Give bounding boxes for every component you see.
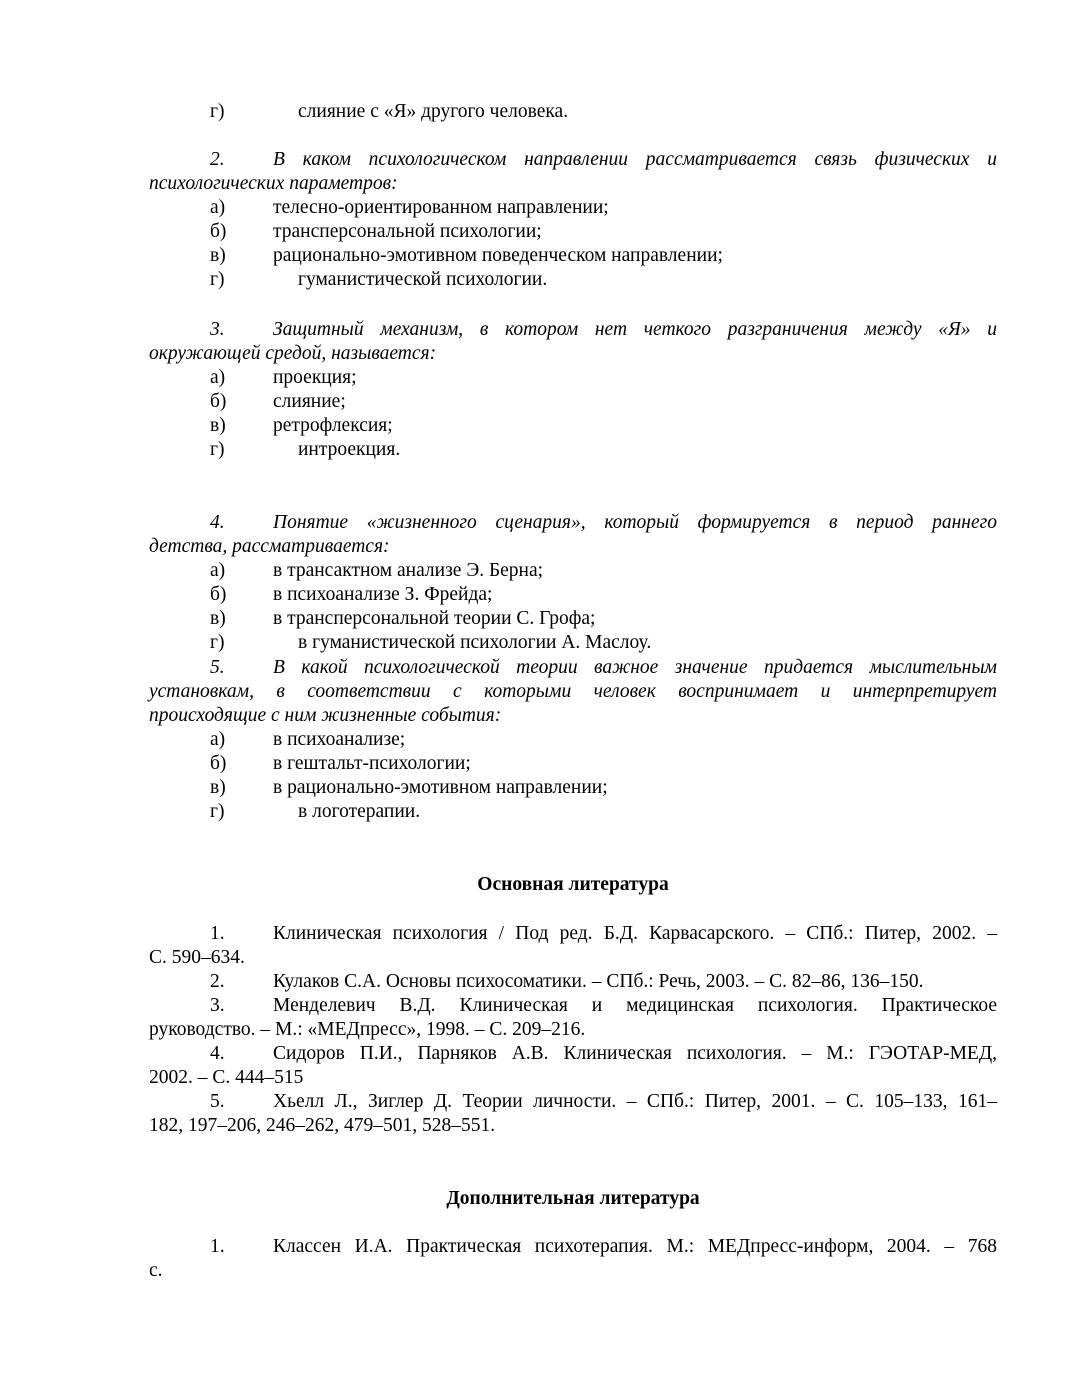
- option-marker: г): [210, 101, 225, 122]
- option-line: а) телесно-ориентированном направлении;: [210, 197, 609, 218]
- reference-number: 2.: [210, 971, 225, 992]
- option-line: в) рационально-эмотивном поведенческом направлении;: [210, 245, 723, 266]
- extra-literature-list: 1. Классен И.А. Практическая психотерапия. М.: МЕДпресс-информ, 2004. – 768 с.: [149, 1236, 997, 1281]
- option-line: а) в трансактном анализе Э. Берна;: [210, 560, 544, 581]
- section-heading: Дополнительная литература: [446, 1188, 700, 1209]
- option-line: г) гуманистической психологии.: [210, 269, 548, 290]
- option-line: б) в психоанализе З. Фрейда;: [210, 584, 493, 605]
- question-text-cont: установкам, в соответствии с которыми человек воспринимает и интерпретирует: [149, 681, 997, 702]
- question-3: [149, 318, 997, 462]
- option-line: б) в гештальт-психологии;: [210, 753, 471, 774]
- reference-item: Кулаков С.А. Основы психосоматики. – СПб.: Речь, 2003. – С. 82–86, 136–150.: [273, 971, 924, 992]
- question-text: 2. В каком психологическом направлении рассматривается связь физических и: [149, 148, 997, 172]
- main-literature-section: [149, 873, 997, 897]
- question-text: 5. В какой психологической теории важное значение придается мыслительным: [149, 656, 997, 680]
- question-5: [149, 656, 997, 824]
- question-text-cont: детства, рассматривается:: [149, 536, 390, 557]
- question-number: 4.: [210, 512, 225, 533]
- question-number: 5.: [210, 657, 225, 678]
- question-number: 3.: [210, 319, 225, 340]
- question-text-cont: происходящие с ним жизненные события:: [149, 705, 502, 726]
- option-line: а) проекция;: [210, 367, 357, 388]
- option-line: в) ретрофлексия;: [210, 415, 393, 436]
- reference-item: 5. Хьелл Л., Зиглер Д. Теории личности. – СПб.: Питер, 2001. – С. 105–133, 161–: [149, 1090, 997, 1114]
- question-text-cont: психологических параметров:: [149, 173, 398, 194]
- section-heading: Основная литература: [477, 874, 669, 895]
- reference-number: 1.: [210, 1236, 225, 1257]
- question-number: 2.: [210, 149, 225, 170]
- extra-literature-section: [149, 1187, 997, 1211]
- question-2: [149, 148, 997, 292]
- reference-number: 5.: [210, 1091, 225, 1112]
- option-text: слияние с «Я» другого человека.: [298, 101, 569, 122]
- reference-item: 4. Сидоров П.И., Парняков А.В. Клиническая психология. – М.: ГЭОТАР-МЕД,: [149, 1042, 997, 1066]
- option-line: [149, 100, 997, 124]
- option-line: г) в гуманистической психологии А. Маслоу.: [210, 632, 652, 653]
- question-1-tail: [149, 100, 997, 124]
- question-4: [149, 511, 997, 655]
- reference-item: 3. Менделевич В.Д. Клиническая и медицинская психология. Практическое: [149, 994, 997, 1018]
- reference-item: 1. Клиническая психология / Под ред. Б.Д. Карвасарского. – СПб.: Питер, 2002. –: [149, 922, 997, 946]
- reference-number: 1.: [210, 923, 225, 944]
- option-line: б) слияние;: [210, 391, 346, 412]
- option-line: г) в логотерапии.: [210, 801, 421, 822]
- question-text: 3. Защитный механизм, в котором нет четкого разграничения между «Я» и: [149, 318, 997, 342]
- option-line: а) в психоанализе;: [210, 729, 406, 750]
- main-literature-list: 1. Клиническая психология / Под ред. Б.Д. Карвасарского. – СПб.: Питер, 2002. – С. 590–634. 2. Кулаков С.А. Основы психосоматики. – СПб.: Речь, 2003. – С. 82–86, 136–150. 3. Менделевич В.Д. Клиническая и медицинская психология. Практическое руководство. – М.: «МЕДпресс», 1998. – С. 209–216. 4. Сидоров П.И., Парняков А.В. Клиническая психология. – М.: ГЭОТАР-МЕД, 2002. – С. 444–515 5. Хьелл Л., Зиглер Д. Теории личности. – СПб.: Питер, 2001. – С. 105–133, 161– 182, 197–206, 246–262, 479–501, 528–551.: [149, 923, 997, 1136]
- option-line: б) трансперсональной психологии;: [210, 221, 542, 242]
- reference-number: 4.: [210, 1043, 225, 1064]
- option-line: в) в рационально-эмотивном направлении;: [210, 777, 608, 798]
- reference-number: 3.: [210, 995, 225, 1016]
- option-line: в) в трансперсональной теории С. Грофа;: [210, 608, 596, 629]
- question-text: 4. Понятие «жизненного сценария», который формируется в период раннего: [149, 511, 997, 535]
- option-line: г) интроекция.: [210, 439, 401, 460]
- question-text-cont: окружающей средой, называется:: [149, 343, 437, 364]
- reference-item: 1. Классен И.А. Практическая психотерапия. М.: МЕДпресс-информ, 2004. – 768: [149, 1235, 997, 1259]
